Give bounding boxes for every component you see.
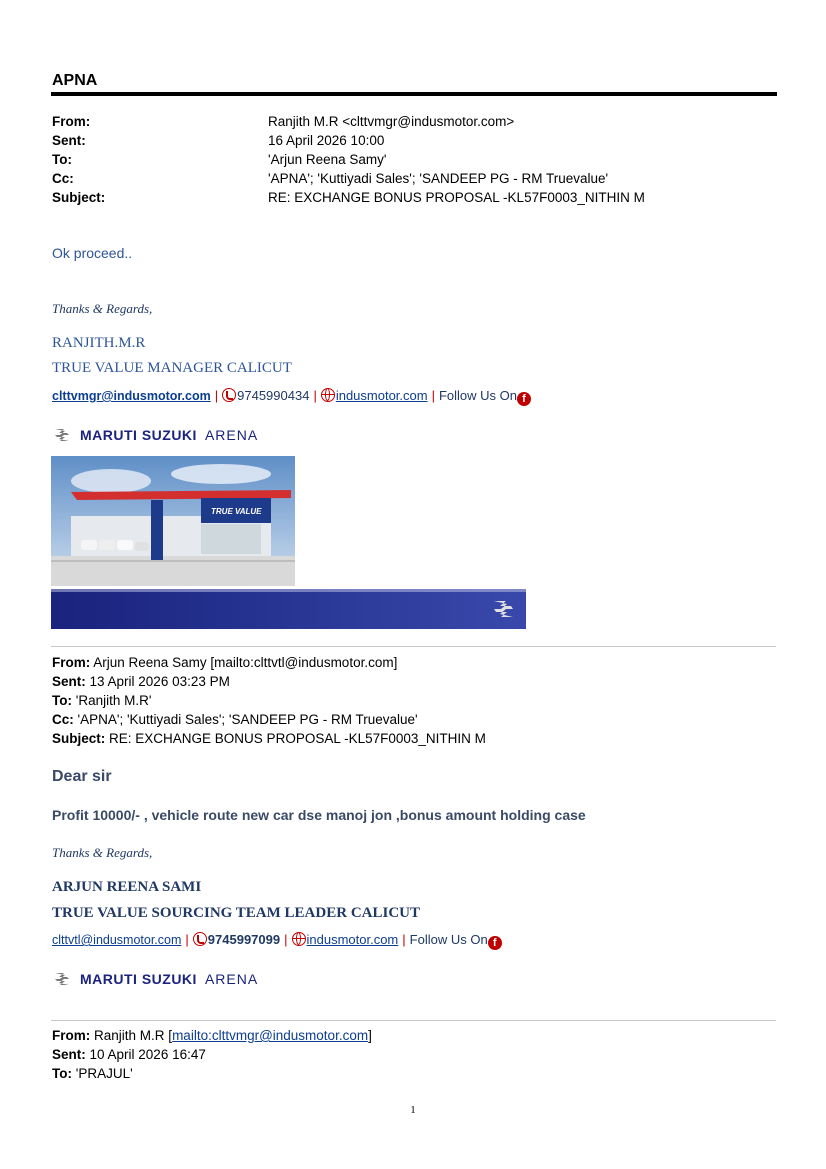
header-label: From: [52,114,91,129]
fwd2-from-row: From: Ranjith M.R [mailto:clttvmgr@indusmotor.com] [52,1028,372,1043]
globe-icon [321,388,335,402]
signature-regards: Thanks & Regards, [52,301,153,316]
signature-title-2: TRUE VALUE SOURCING TEAM LEADER CALICUT [52,905,420,921]
signature-contact-line-2: clttvtl@indusmotor.com | 9745997099 | indusmotor.com | Follow Us On f [52,932,503,950]
header-value: RE: EXCHANGE BONUS PROPOSAL -KL57F0003_NITHIN M [268,190,645,205]
title-divider [51,92,777,96]
message-body-2: Profit 10000/- , vehicle route new car dse manoj jon ,bonus amount holding case [52,807,586,823]
logo-arena-text: ARENA [204,427,259,443]
globe-icon [292,932,306,946]
follow-us-text: Follow Us On [438,388,518,403]
signature-email-link-2[interactable]: clttvtl@indusmotor.com [52,933,182,947]
logo-arena-text: ARENA [204,971,259,987]
maruti-suzuki-arena-logo-2 [52,969,258,989]
signature-contact-line: clttvmgr@indusmotor.com | 9745990434 | indusmotor.com | Follow Us On f [52,388,532,406]
header-value: Ranjith M.R <clttvmgr@indusmotor.com> [268,114,515,129]
showroom-sign-text: TRUE VALUE [211,507,262,516]
fwd-subject-row: Subject: RE: EXCHANGE BONUS PROPOSAL -KL57F0003_NITHIN M [52,731,486,746]
document-title: APNA [52,72,98,89]
suzuki-logo-icon [52,427,72,443]
facebook-icon[interactable]: f [517,392,531,406]
phone-icon [193,932,207,946]
suzuki-logo-icon [52,971,72,987]
page-number: 1 [410,1104,416,1116]
website-link-2[interactable]: indusmotor.com [306,932,399,947]
signature-email-link[interactable]: clttvmgr@indusmotor.com [52,389,211,403]
signature-regards-2: Thanks & Regards, [52,845,153,860]
message-body: Ok proceed.. [52,245,133,261]
header-label: Subject: [52,190,106,205]
facebook-icon[interactable]: f [488,936,502,950]
header-value: 'Arjun Reena Samy' [268,152,387,167]
fwd2-sent-row: Sent: 10 April 2026 16:47 [52,1047,206,1062]
fwd-sent-row: Sent: 13 April 2026 03:23 PM [52,674,230,689]
phone-icon [222,388,236,402]
fwd2-mailto-link[interactable]: mailto:clttvmgr@indusmotor.com [172,1028,369,1043]
fwd-cc-row: Cc: 'APNA'; 'Kuttiyadi Sales'; 'SANDEEP PG - RM Truevalue' [52,712,418,727]
logo-brand-text: MARUTI SUZUKI [80,971,197,987]
header-label: Sent: [52,133,86,148]
signature-phone: 9745990434 [237,388,310,403]
fwd-from-row: From: Arjun Reena Samy [mailto:clttvtl@indusmotor.com] [52,655,398,670]
fwd2-to-row: To: 'PRAJUL' [52,1066,133,1081]
header-label: Cc: [52,171,74,186]
logo-brand-text: MARUTI SUZUKI [80,427,197,443]
forwarded-header-2 [52,1026,372,1083]
greeting: Dear sir [52,768,112,785]
fwd-to-row: To: 'Ranjith M.R' [52,693,152,708]
header-value: 16 April 2026 10:00 [268,133,385,148]
website-link[interactable]: indusmotor.com [335,388,428,403]
signature-title: TRUE VALUE MANAGER CALICUT [52,360,292,376]
signature-name-2: ARJUN REENA SAMI [52,879,202,895]
follow-us-text-2: Follow Us On [409,932,488,947]
forwarded-header-1 [52,653,486,748]
true-value-showroom-photo [51,456,295,586]
header-value: 'APNA'; 'Kuttiyadi Sales'; 'SANDEEP PG - RM Truevalue' [268,171,609,186]
message-divider [51,646,776,647]
message-divider-2 [51,1020,776,1021]
maruti-banner [51,589,526,629]
maruti-suzuki-arena-logo [52,425,258,445]
header-label: To: [52,152,72,167]
signature-name: RANJITH.M.R [52,335,146,351]
signature-phone-2: 9745997099 [207,932,281,947]
